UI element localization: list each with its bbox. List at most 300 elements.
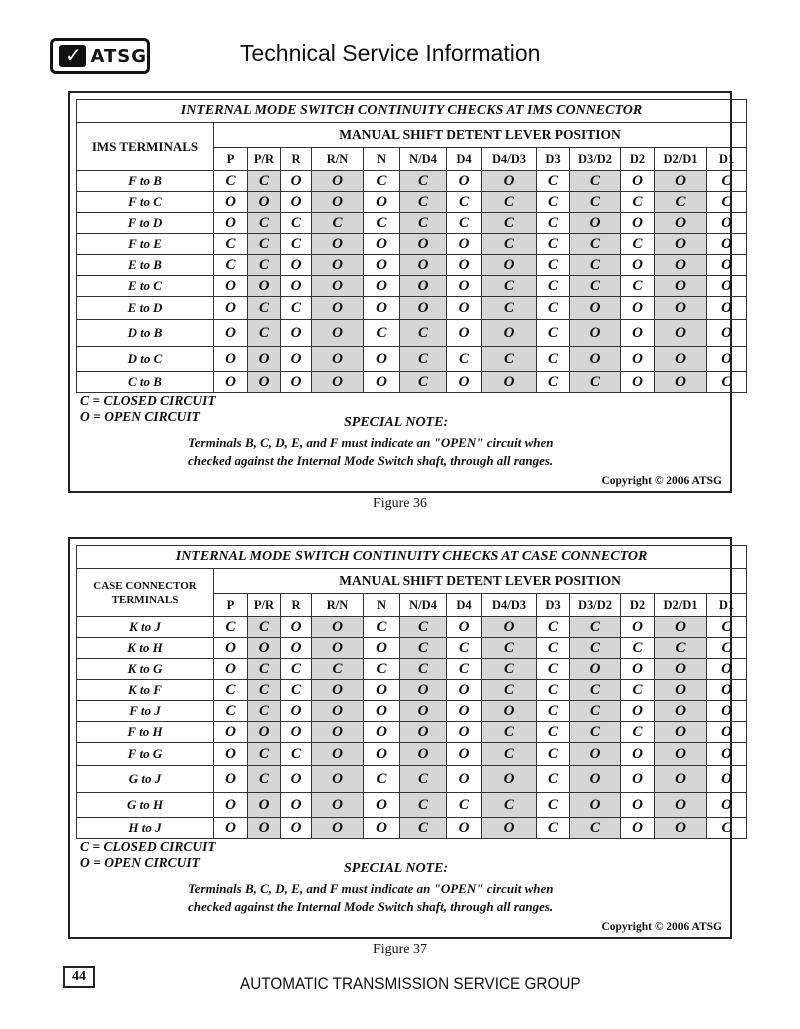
continuity-cell: O [655, 372, 707, 393]
table-row [77, 213, 747, 234]
table-row [77, 320, 747, 347]
continuity-cell: C [364, 171, 400, 192]
special-note-line-2: checked against the Internal Mode Switch shaft, through all ranges. [188, 899, 554, 914]
special-note-text [188, 434, 554, 470]
terminal-pair-label: D to B [77, 320, 214, 347]
terminal-pair-label: C to B [77, 372, 214, 393]
table-row [77, 659, 747, 680]
continuity-cell: O [707, 743, 747, 766]
continuity-cell: C [281, 659, 312, 680]
terminal-pair-label: F to D [77, 213, 214, 234]
continuity-cell: O [364, 638, 400, 659]
column-header: D4/D3 [482, 594, 537, 617]
continuity-cell: O [214, 722, 248, 743]
checkmark-icon [59, 45, 86, 67]
continuity-cell: O [248, 793, 281, 818]
continuity-cell: O [312, 234, 364, 255]
page-title: Technical Service Information [240, 40, 541, 66]
legend-open: O = OPEN CIRCUIT [80, 409, 200, 424]
continuity-cell: O [214, 320, 248, 347]
continuity-cell: O [400, 722, 447, 743]
continuity-cell: O [364, 297, 400, 320]
logo-text: ATSG [90, 45, 147, 67]
page-number: 44 [63, 966, 95, 988]
continuity-cell: C [570, 192, 621, 213]
continuity-cell: O [482, 701, 537, 722]
continuity-cell: C [707, 617, 747, 638]
continuity-cell: C [537, 793, 570, 818]
column-header: D1 [707, 148, 747, 171]
continuity-cell: O [400, 276, 447, 297]
continuity-cell: O [364, 793, 400, 818]
continuity-cell: C [707, 638, 747, 659]
figure-36-panel [68, 91, 735, 493]
continuity-cell: C [482, 793, 537, 818]
continuity-cell: O [312, 347, 364, 372]
terminal-pair-label: F to J [77, 701, 214, 722]
continuity-cell: C [447, 638, 482, 659]
continuity-cell: O [312, 701, 364, 722]
table-title: INTERNAL MODE SWITCH CONTINUITY CHECKS AT IMS CONNECTOR [77, 100, 747, 123]
continuity-cell: O [281, 818, 312, 839]
continuity-cell: O [312, 276, 364, 297]
continuity-cell: C [248, 234, 281, 255]
terminal-pair-label: E to D [77, 297, 214, 320]
continuity-cell: O [655, 171, 707, 192]
column-header: D4 [447, 148, 482, 171]
table-title: INTERNAL MODE SWITCH CONTINUITY CHECKS AT CASE CONNECTOR [77, 546, 747, 569]
column-header: P/R [248, 594, 281, 617]
terminal-pair-label: F to B [77, 171, 214, 192]
figure-36-caption: Figure 36 [372, 496, 428, 511]
continuity-cell: O [570, 320, 621, 347]
continuity-cell: C [537, 743, 570, 766]
continuity-cell: O [482, 320, 537, 347]
column-header: D2 [621, 148, 655, 171]
ims-connector-table [76, 99, 747, 393]
continuity-cell: C [248, 171, 281, 192]
continuity-cell: O [655, 276, 707, 297]
figure-37-caption: Figure 37 [372, 942, 428, 957]
continuity-cell: C [248, 320, 281, 347]
continuity-cell: O [707, 234, 747, 255]
continuity-cell: C [400, 818, 447, 839]
column-header: N [364, 594, 400, 617]
continuity-cell: O [281, 192, 312, 213]
continuity-cell: O [621, 297, 655, 320]
copyright: Copyright © 2006 ATSG [601, 921, 722, 933]
continuity-cell: O [482, 818, 537, 839]
column-header: R [281, 148, 312, 171]
continuity-cell: O [447, 320, 482, 347]
continuity-cell: C [400, 638, 447, 659]
continuity-cell: O [312, 766, 364, 793]
continuity-cell: O [248, 818, 281, 839]
continuity-cell: C [281, 743, 312, 766]
continuity-cell: O [281, 320, 312, 347]
continuity-cell: C [621, 234, 655, 255]
continuity-cell: C [482, 192, 537, 213]
continuity-cell: O [312, 192, 364, 213]
continuity-cell: O [400, 743, 447, 766]
table-row [77, 234, 747, 255]
continuity-cell: O [621, 347, 655, 372]
special-note-title: SPECIAL NOTE: [344, 861, 449, 876]
table-row [77, 680, 747, 701]
continuity-cell: O [364, 255, 400, 276]
continuity-cell: O [312, 680, 364, 701]
continuity-cell: O [447, 276, 482, 297]
continuity-cell: O [281, 617, 312, 638]
continuity-cell: C [482, 297, 537, 320]
continuity-cell: C [281, 234, 312, 255]
column-header: D4 [447, 594, 482, 617]
continuity-cell: O [482, 372, 537, 393]
continuity-cell: C [570, 638, 621, 659]
continuity-cell: C [482, 234, 537, 255]
continuity-cell: C [537, 255, 570, 276]
continuity-cell: O [482, 255, 537, 276]
continuity-cell: O [312, 255, 364, 276]
table-row [77, 793, 747, 818]
column-header: P [214, 148, 248, 171]
continuity-cell: O [281, 276, 312, 297]
continuity-cell: C [537, 276, 570, 297]
continuity-cell: C [400, 347, 447, 372]
continuity-cell: C [447, 347, 482, 372]
continuity-cell: C [214, 234, 248, 255]
continuity-cell: O [400, 255, 447, 276]
continuity-cell: O [312, 793, 364, 818]
continuity-cell: O [214, 297, 248, 320]
continuity-cell: O [570, 213, 621, 234]
continuity-cell: C [248, 743, 281, 766]
lever-position-header: MANUAL SHIFT DETENT LEVER POSITION [214, 123, 747, 148]
continuity-cell: C [364, 766, 400, 793]
continuity-cell: C [655, 638, 707, 659]
legend-closed: C = CLOSED CIRCUIT [80, 839, 216, 854]
continuity-cell: C [312, 659, 364, 680]
continuity-cell: O [248, 638, 281, 659]
continuity-cell: C [447, 192, 482, 213]
continuity-cell: O [214, 192, 248, 213]
continuity-cell: O [364, 372, 400, 393]
column-header: R/N [312, 148, 364, 171]
atsg-logo [50, 38, 150, 74]
continuity-cell: O [248, 276, 281, 297]
continuity-cell: C [400, 617, 447, 638]
continuity-cell: O [655, 818, 707, 839]
continuity-cell: C [537, 192, 570, 213]
continuity-cell: O [655, 347, 707, 372]
table-row [77, 638, 747, 659]
table-row [77, 276, 747, 297]
continuity-cell: O [214, 818, 248, 839]
continuity-cell: C [537, 659, 570, 680]
continuity-cell: O [655, 659, 707, 680]
continuity-cell: O [707, 766, 747, 793]
continuity-cell: O [655, 297, 707, 320]
continuity-cell: O [482, 766, 537, 793]
continuity-cell: C [482, 276, 537, 297]
special-note-line-2: checked against the Internal Mode Switch shaft, through all ranges. [188, 453, 554, 468]
terminal-pair-label: K to H [77, 638, 214, 659]
continuity-cell: O [570, 347, 621, 372]
continuity-cell: C [655, 192, 707, 213]
continuity-cell: O [621, 766, 655, 793]
continuity-cell: O [364, 743, 400, 766]
legend [80, 839, 216, 871]
continuity-cell: O [214, 793, 248, 818]
continuity-cell: O [482, 617, 537, 638]
continuity-cell: O [281, 638, 312, 659]
continuity-cell: O [570, 659, 621, 680]
terminal-pair-label: F to C [77, 192, 214, 213]
continuity-cell: C [214, 171, 248, 192]
continuity-cell: O [570, 297, 621, 320]
continuity-cell: O [621, 818, 655, 839]
continuity-cell: C [621, 276, 655, 297]
continuity-cell: C [248, 701, 281, 722]
continuity-cell: O [621, 617, 655, 638]
continuity-cell: O [707, 680, 747, 701]
continuity-cell: C [621, 722, 655, 743]
continuity-cell: C [214, 701, 248, 722]
continuity-cell: C [248, 297, 281, 320]
continuity-cell: C [621, 638, 655, 659]
continuity-cell: C [621, 680, 655, 701]
continuity-cell: C [570, 276, 621, 297]
column-header: D4/D3 [482, 148, 537, 171]
continuity-cell: O [447, 680, 482, 701]
continuity-cell: C [482, 347, 537, 372]
continuity-cell: O [707, 793, 747, 818]
continuity-cell: O [364, 276, 400, 297]
continuity-cell: C [400, 766, 447, 793]
table-row [77, 255, 747, 276]
continuity-cell: C [400, 320, 447, 347]
continuity-cell: C [482, 659, 537, 680]
continuity-cell: C [400, 793, 447, 818]
continuity-cell: O [364, 818, 400, 839]
table-row [77, 617, 747, 638]
continuity-cell: O [214, 766, 248, 793]
continuity-cell: C [447, 659, 482, 680]
continuity-cell: C [570, 171, 621, 192]
continuity-cell: O [364, 701, 400, 722]
continuity-cell: O [281, 255, 312, 276]
terminals-header [77, 569, 214, 617]
continuity-cell: O [364, 722, 400, 743]
continuity-cell: C [364, 659, 400, 680]
continuity-cell: O [447, 617, 482, 638]
table-row [77, 171, 747, 192]
continuity-cell: O [364, 347, 400, 372]
continuity-cell: C [248, 766, 281, 793]
table-row [77, 347, 747, 372]
special-note-line-1: Terminals B, C, D, E, and F must indicate an "OPEN" circuit when [188, 435, 554, 450]
continuity-cell: C [400, 192, 447, 213]
continuity-cell: C [707, 192, 747, 213]
continuity-cell: O [364, 234, 400, 255]
continuity-cell: O [655, 213, 707, 234]
continuity-cell: O [655, 766, 707, 793]
continuity-cell: O [707, 659, 747, 680]
continuity-cell: O [214, 638, 248, 659]
continuity-cell: O [364, 680, 400, 701]
continuity-cell: C [248, 659, 281, 680]
continuity-cell: O [214, 372, 248, 393]
continuity-cell: O [248, 347, 281, 372]
continuity-cell: C [537, 617, 570, 638]
continuity-cell: O [312, 617, 364, 638]
continuity-cell: C [537, 171, 570, 192]
continuity-cell: C [570, 701, 621, 722]
column-header: D2 [621, 594, 655, 617]
table-row [77, 766, 747, 793]
continuity-cell: O [400, 297, 447, 320]
legend-closed: C = CLOSED CIRCUIT [80, 393, 216, 408]
terminal-pair-label: F to H [77, 722, 214, 743]
continuity-cell: O [655, 680, 707, 701]
copyright: Copyright © 2006 ATSG [601, 475, 722, 487]
continuity-cell: C [400, 372, 447, 393]
continuity-cell: O [248, 192, 281, 213]
continuity-cell: C [214, 680, 248, 701]
continuity-cell: O [281, 347, 312, 372]
column-header: N [364, 148, 400, 171]
continuity-cell: O [482, 171, 537, 192]
continuity-cell: C [537, 818, 570, 839]
continuity-cell: O [621, 320, 655, 347]
continuity-cell: C [570, 234, 621, 255]
continuity-cell: O [655, 617, 707, 638]
continuity-cell: O [621, 213, 655, 234]
table-row [77, 701, 747, 722]
continuity-cell: C [281, 297, 312, 320]
legend [80, 393, 216, 425]
terminal-pair-label: H to J [77, 818, 214, 839]
continuity-cell: C [707, 171, 747, 192]
continuity-cell: C [537, 320, 570, 347]
continuity-cell: O [312, 320, 364, 347]
continuity-cell: O [364, 192, 400, 213]
column-header: N/D4 [400, 594, 447, 617]
continuity-cell: C [248, 255, 281, 276]
column-header: R [281, 594, 312, 617]
continuity-cell: O [621, 743, 655, 766]
continuity-cell: C [570, 255, 621, 276]
terminal-pair-label: K to F [77, 680, 214, 701]
continuity-cell: O [447, 743, 482, 766]
continuity-cell: O [447, 701, 482, 722]
continuity-cell: C [482, 722, 537, 743]
continuity-cell: O [312, 638, 364, 659]
table-row [77, 722, 747, 743]
continuity-cell: C [570, 722, 621, 743]
continuity-cell: O [214, 347, 248, 372]
terminal-pair-label: F to E [77, 234, 214, 255]
continuity-cell: O [655, 743, 707, 766]
column-header: D2/D1 [655, 594, 707, 617]
table-row [77, 297, 747, 320]
column-header: D3/D2 [570, 148, 621, 171]
continuity-cell: O [281, 701, 312, 722]
continuity-cell: C [537, 680, 570, 701]
continuity-cell: C [570, 617, 621, 638]
continuity-cell: O [312, 722, 364, 743]
special-note-title: SPECIAL NOTE: [344, 415, 449, 430]
table-row [77, 372, 747, 393]
continuity-cell: O [281, 372, 312, 393]
continuity-cell: O [621, 255, 655, 276]
continuity-cell: C [400, 213, 447, 234]
column-header: D1 [707, 594, 747, 617]
continuity-cell: C [570, 372, 621, 393]
continuity-cell: C [482, 680, 537, 701]
continuity-cell: O [312, 372, 364, 393]
continuity-cell: O [312, 297, 364, 320]
continuity-cell: C [707, 372, 747, 393]
continuity-cell: O [707, 701, 747, 722]
continuity-cell: O [655, 255, 707, 276]
table-row [77, 743, 747, 766]
continuity-cell: O [447, 372, 482, 393]
table-row [77, 818, 747, 839]
continuity-cell: C [537, 372, 570, 393]
continuity-cell: C [400, 659, 447, 680]
continuity-cell: O [400, 234, 447, 255]
continuity-cell: O [570, 743, 621, 766]
continuity-cell: O [214, 743, 248, 766]
terminal-pair-label: F to G [77, 743, 214, 766]
continuity-cell: O [214, 213, 248, 234]
continuity-cell: O [621, 659, 655, 680]
continuity-cell: O [655, 701, 707, 722]
continuity-cell: O [570, 766, 621, 793]
terminal-pair-label: G to H [77, 793, 214, 818]
continuity-cell: O [447, 297, 482, 320]
continuity-cell: O [214, 276, 248, 297]
terminal-pair-label: G to J [77, 766, 214, 793]
continuity-cell: O [447, 255, 482, 276]
continuity-cell: O [312, 743, 364, 766]
continuity-cell: C [537, 701, 570, 722]
continuity-cell: O [707, 722, 747, 743]
continuity-cell: C [621, 192, 655, 213]
continuity-cell: O [707, 297, 747, 320]
case-connector-table [76, 545, 747, 839]
continuity-cell: C [214, 255, 248, 276]
column-header: D3 [537, 594, 570, 617]
continuity-cell: O [621, 701, 655, 722]
continuity-cell: O [281, 766, 312, 793]
continuity-cell: C [281, 213, 312, 234]
continuity-cell: O [248, 722, 281, 743]
continuity-cell: O [655, 320, 707, 347]
column-header: N/D4 [400, 148, 447, 171]
continuity-cell: O [312, 818, 364, 839]
continuity-cell: O [707, 276, 747, 297]
continuity-cell: O [570, 793, 621, 818]
continuity-cell: O [707, 347, 747, 372]
continuity-cell: C [312, 213, 364, 234]
continuity-cell: C [482, 213, 537, 234]
figure-37-panel [68, 537, 735, 939]
column-header: R/N [312, 594, 364, 617]
terminal-pair-label: K to J [77, 617, 214, 638]
column-header: D3 [537, 148, 570, 171]
